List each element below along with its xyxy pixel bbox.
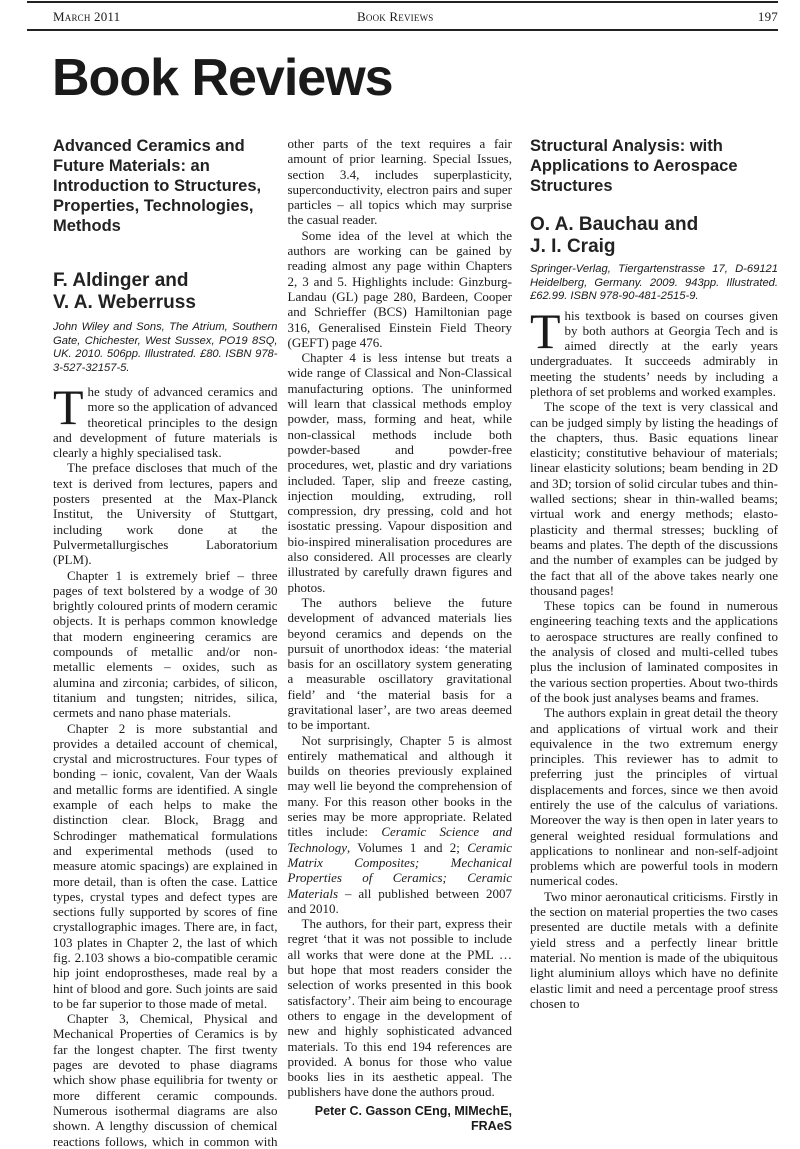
header-date: March 2011 <box>53 9 121 24</box>
review1-header <box>53 136 278 375</box>
review2-book-title: Structural Analysis: with Applications to Aerospace Structures <box>530 137 738 195</box>
review2-authors-line2: J. I. Craig <box>530 236 616 257</box>
review1-p9-text-b: , Volumes 1 and 2; <box>346 839 468 855</box>
review1-drop-cap: T <box>53 379 84 435</box>
review1-paragraph-4: Chapter 2 is more substantial and provides a detailed account of chemical, crystal and microstructures. Four types of bonding – ionic, covalent, Van der Waals and metallic forms are identified. A single example of each helps to make the distinction clear. Block, Bragg and Schrodinger mathematical formulations and experimental methods (used to measure atomic spacings) are explained in more detail, than is often the case. Lattice types, crystal types and defect types are sections fully supported by scores of fine crystallographic images. There are, in fact, 103 plates in Chapter 2, the last of which fig. 2.103 shows a bio-compatible ceramic hip joint endoprostheses, made real by a hint of blood and gore. Such joints are said to be far superior to those made of metal. <box>53 720 278 1011</box>
review2-publication: Springer-Verlag, Tiergartenstrasse 17, D-69121 Heidelberg, Germany. 2009. 943pp. Illustrated. £62.99. ISBN 978-90-481-2515-9. <box>530 263 778 302</box>
related-title: Ceramic Science and Technology <box>287 824 512 855</box>
review1-publication: John Wiley and Sons, The Atrium, Southern Gate, Chichester, West Sussex, PO19 8SQ, UK. 2010. 506pp. Illustrated. £80. ISBN 978-3-527-32157-5. <box>53 321 278 374</box>
review1-paragraph-1-text: he study of advanced ceramics and more so the application of advanced theoretical principles to the design and development of future materials is clearly a highly specialised task. <box>53 384 278 461</box>
page-title: Book Reviews <box>52 49 393 107</box>
review2-paragraph-1-text: his textbook is based on courses given by both authors at Georgia Tech and is aimed directly at the early years undergraduates. It succeeds admirably in meeting the students’ needs by including a plethora of set problems and worked examples. <box>530 307 778 399</box>
review1-paragraph-9 <box>288 733 513 917</box>
review2-authors-line1: O. A. Bauchau and <box>530 214 699 235</box>
review2-paragraph-2: The scope of the text is very classical and can be judged simply by listing the headings of the chapters, thus. Basic equations linear elasticity; constitutive behaviour of materials; linear elasticity solutions; beam bending in 2D and 3D; torsion of solid circular tubes and thin-walled sections; shear in thin-walled beams; virtual work and energy methods; elasto-plasticity and thermal stresses; buckling of beams and plates. The depth of the discussions and the number of examples can be judged by the fact that all of the above takes nearly one thousand pages! <box>530 399 778 598</box>
review1-paragraph-1 <box>53 379 278 461</box>
review1-paragraph-2: The preface discloses that much of the text is derived from lectures, papers and posters presented at the Max-Planck Institut, the University of Stuttgart, including work done at the Pulvermetallurgisches Laboratorium (PLM). <box>53 460 278 568</box>
header-section: Book Reviews <box>357 9 434 24</box>
review1-paragraph-7: Chapter 4 is less intense but treats a wide range of Classical and Non-Classical manufacturing options. The uninformed will learn that classical methods employ powder, mass, forming and heat, while non-classical methods include both powder-based and powder-free procedures, wet, plastic and dry variations included. Taper, slip and freeze casting, injection moulding, extruding, roll compression, dry pressing, cold and hot isostatic pressing. Vapour disposition and bio-inspired mineralisation procedures are also considered. All processes are clearly illustrated by carefully drawn figures and photos. <box>287 350 512 595</box>
review2-paragraph-4: The authors explain in great detail the theory and applications of virtual work and their equivalence in the two extremum energy principles. This reviewer has to admit to preferring just the principles of virtual displacements and forces, since we then avoid entirely the use of the calculus of variations. Moreover the way is then open in later years to general weighted residual formulations and applications to nonlinear and non-self-adjoint problems which are powerful tools in modern numerical codes. <box>530 705 778 889</box>
reviewer-signature: Peter C. Gasson CEng, MIMechE, FRAeS <box>314 1103 512 1133</box>
review1-p9-text-c: – all published between 2007 and 2010. <box>287 885 512 916</box>
review1-p9-text-a: Not surprisingly, Chapter 5 is almost entirely mathematical and although it builds on theories previously explained may well lie beyond the comprehension of many. For this reason other books in the series may be more appropriate. Related titles include: <box>287 732 512 840</box>
review2-body <box>530 302 778 1012</box>
review2-drop-cap: T <box>530 302 561 359</box>
related-titles: Ceramic Matrix Composites; Mechanical Properties of Ceramics; Ceramic Materials <box>287 839 512 901</box>
review1-paragraph-5: Chapter 3, Chemical, Physical and Mechanical Properties of Ceramics is by far the longest chapter. The first twenty pages are devoted to phase diagrams which show phase equilibria for twenty or more different ceramic compounds. Numerous isothermal diagrams are also shown. A lengthy discussion of chemical reactions follows, which in common with other parts of the text requires a fair amount of prior learning. Special Issues, section 3.4, includes superplasticity, superconductivity, electron pairs and super particles – all topics which may surprise the casual reader. <box>53 136 512 1149</box>
header-rule-bottom <box>27 29 778 31</box>
header-page-number: 197 <box>757 9 778 24</box>
review1-book-title: Advanced Ceramics and Future Materials: an Introduction to Structures, Properties, Technologies, Methods <box>53 137 262 235</box>
review2-paragraph-3: These topics can be found in numerous engineering teaching texts and the applications to aerospace structures are really confined to the analysis of closed and multi-celled tubes plus the inclusion of laminated composites in the various section properties. About two-thirds of the book just analyses beams and frames. <box>530 598 778 705</box>
header-rule-top <box>27 1 778 3</box>
review2-paragraph-5: Two minor aeronautical criticisms. Firstly in the section on material properties the two cases presented are ductile metals with a definite yield stress and a perfectly linear brittle material. No mention is made of the ubiquitous light aluminium alloys which have no definite elastic limit and need a percentage proof stress chosen to <box>530 888 778 1011</box>
review1-paragraph-6: Some idea of the level at which the authors are working can be gained by reading almost any page within Chapters 2, 3 and 5. Highlights include: Ginzburg-Landau (GL) page 280, Bardeen, Cooper and Schrieffer (BCS) Hamiltonian page 316, Generalised Einstein Field Theory (GEFT) page 476. <box>287 227 512 350</box>
review1-authors-line1: F. Aldinger and <box>53 270 189 291</box>
review1-paragraph-10: The authors, for their part, express their regret ‘that it was not possible to include all works that were done at the PML … but hope that most readers consider the selection of works presented in this book satisfactory’. Their aim being to encourage others to engage in the development of new and highly sophisticated advanced materials. To this end 194 references are provided. A bonus for those who value books lies in its aesthetic appeal. The publishers have done the authors proud. <box>287 916 512 1100</box>
review1-paragraph-8: The authors believe the future development of advanced materials lies beyond ceramics and depends on the pursuit of unorthodox ideas: ‘the material basis for an oscillatory system generating a measurable oscillatory gravitational field’ and ‘the material basis for a gravitational laser’, are two areas deemed to be important. <box>287 594 512 733</box>
review1-paragraph-3: Chapter 1 is extremely brief – three pages of text bolstered by a wodge of 30 brightly coloured prints of modern ceramic objects. It is perhaps common knowledge that modern engineering ceramics are compounds of metallic and/or non-metallic elements – oxides, such as alumina and zirconia; carbides, of silicon, titanium and tungsten; nitrides, silica, cermets and nano phase materials. <box>53 567 278 721</box>
review1 <box>53 136 512 1149</box>
review2 <box>530 136 778 1011</box>
review1-authors-line2: V. A. Weberruss <box>53 292 196 313</box>
review2-paragraph-1 <box>530 302 778 400</box>
